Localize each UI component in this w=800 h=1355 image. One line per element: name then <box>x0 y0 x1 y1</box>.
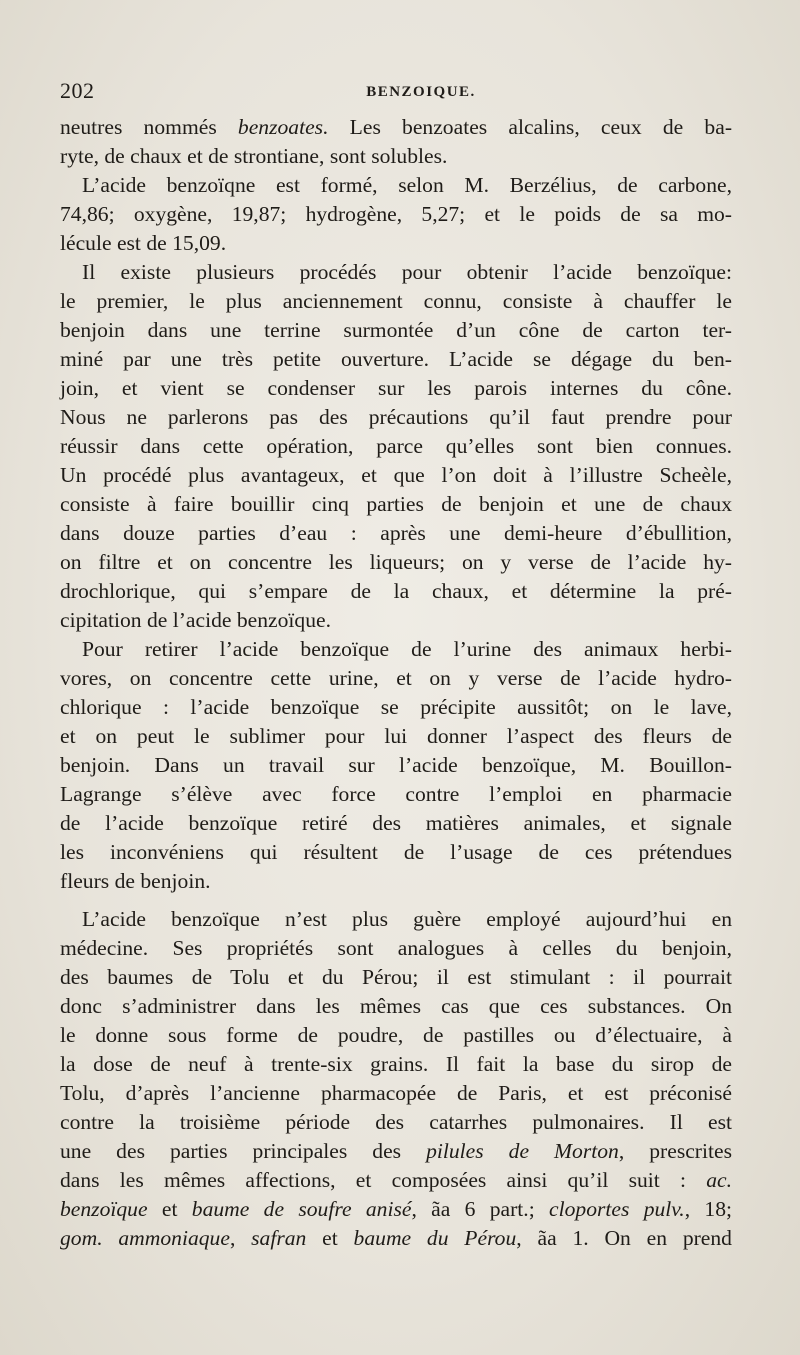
text-line: on filtre et on concentre les liqueurs; on y verse de l’acide hy- <box>60 550 732 574</box>
text-line: consiste à faire bouillir cinq parties de benjoin et une de chaux <box>60 492 732 516</box>
text-line: contre la troisième période des catarrhes pulmonaires. Il est <box>60 1110 732 1134</box>
text-line: une des parties principales des pilules de Morton, prescrites <box>60 1139 732 1163</box>
running-head: BENZOIQUE. <box>366 84 476 100</box>
text-line: lécule est de 15,09. <box>60 231 227 255</box>
text-line: Lagrange s’élève avec force contre l’emploi en pharmacie <box>60 782 732 806</box>
text-line: miné par une très petite ouverture. L’acide se dégage du ben- <box>60 347 732 371</box>
text-line: et on peut le sublimer pour lui donner l’aspect des fleurs de <box>60 724 732 748</box>
text-line: L’acide benzoïqne est formé, selon M. Berzélius, de carbone, <box>82 173 732 197</box>
text-line: la dose de neuf à trente-six grains. Il fait la base du sirop de <box>60 1052 732 1076</box>
text-line: vores, on concentre cette urine, et on y verse de l’acide hydro- <box>60 666 732 690</box>
text-line: ryte, de chaux et de strontiane, sont solubles. <box>60 144 448 168</box>
paragraph <box>60 905 732 1253</box>
text-line: médecine. Ses propriétés sont analogues à celles du benjoin, <box>60 936 732 960</box>
text-line: benjoin dans une terrine surmontée d’un cône de carton ter- <box>60 318 732 342</box>
body-text <box>60 113 732 1253</box>
text-line: neutres nommés benzoates. Les benzoates alcalins, ceux de ba- <box>60 115 733 139</box>
text-line: de l’acide benzoïque retiré des matières animales, et signale <box>60 811 732 835</box>
text-line: Un procédé plus avantageux, et que l’on doit à l’illustre Scheèle, <box>60 463 732 487</box>
text-line: gom. ammoniaque, safran et baume du Pérou, ãa 1. On en prend <box>60 1226 732 1250</box>
paragraph <box>60 635 732 896</box>
text-line: benjoin. Dans un travail sur l’acide benzoïque, M. Bouillon- <box>60 753 732 777</box>
text-line: fleurs de benjoin. <box>60 869 211 893</box>
text-line: chlorique : l’acide benzoïque se précipite aussitôt; on le lave, <box>60 695 732 719</box>
text-line: Tolu, d’après l’ancienne pharmacopée de Paris, et est préconisé <box>60 1081 732 1105</box>
paragraph <box>60 258 732 635</box>
text-line: 74,86; oxygène, 19,87; hydrogène, 5,27; et le poids de sa mo- <box>60 202 732 226</box>
text-line: drochlorique, qui s’empare de la chaux, et détermine la pré- <box>60 579 732 603</box>
page-header <box>60 78 732 108</box>
text-line: dans les mêmes affections, et composées ainsi qu’il suit : ac. <box>60 1168 732 1192</box>
paragraph <box>60 171 732 258</box>
text-line: des baumes de Tolu et du Pérou; il est stimulant : il pourrait <box>60 965 732 989</box>
text-line: benzoïque et baume de soufre anisé, ãa 6 part.; cloportes pulv., 18; <box>60 1197 732 1221</box>
paragraph <box>60 113 732 171</box>
text-line: join, et vient se condenser sur les parois internes du cône. <box>60 376 732 400</box>
text-line: cipitation de l’acide benzoïque. <box>60 608 332 632</box>
text-line: Il existe plusieurs procédés pour obtenir l’acide benzoïque: <box>82 260 732 284</box>
text-line: les inconvéniens qui résultent de l’usage de ces prétendues <box>60 840 732 864</box>
text-line: Pour retirer l’acide benzoïque de l’urine des animaux herbi- <box>82 637 732 661</box>
text-line: le premier, le plus anciennement connu, consiste à chauffer le <box>60 289 732 313</box>
text-line: dans douze parties d’eau : après une demi-heure d’ébullition, <box>60 521 732 545</box>
text-line: Nous ne parlerons pas des précautions qu’il faut prendre pour <box>60 405 732 429</box>
text-line: donc s’administrer dans les mêmes cas que ces substances. On <box>60 994 732 1018</box>
text-line: réussir dans cette opération, parce qu’elles sont bien connues. <box>60 434 732 458</box>
text-line: L’acide benzoïque n’est plus guère employé aujourd’hui en <box>82 907 732 931</box>
text-line: le donne sous forme de poudre, de pastilles ou d’électuaire, à <box>60 1023 732 1047</box>
page-number: 202 <box>60 78 95 103</box>
